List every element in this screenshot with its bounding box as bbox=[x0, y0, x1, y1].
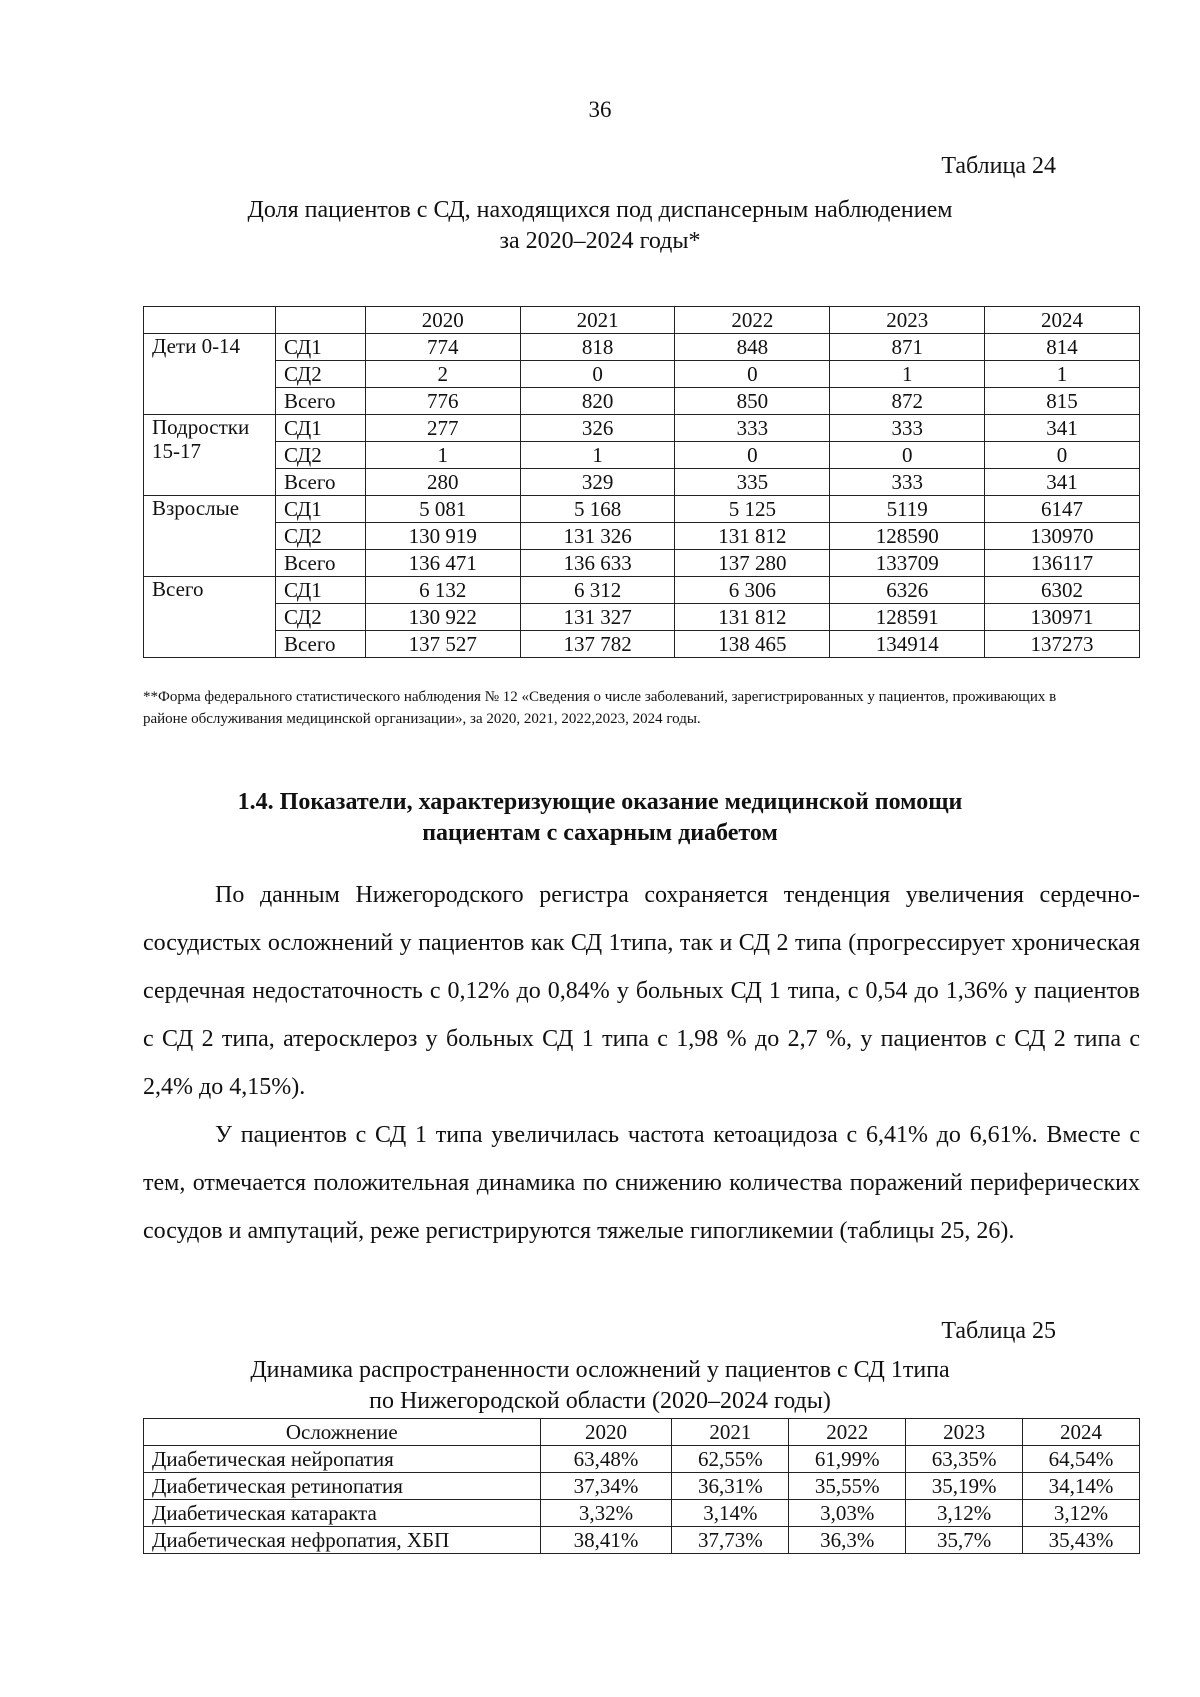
paragraph-1: По данным Нижегородского регистра сохраняется тенденция увеличения сердечно-сосудистых осложнений у пациентов как СД 1типа, так и СД 2 типа (прогрессирует хроническая сердечная недостаточность с 0,12% до 0,84% у больных СД 1 типа, с 0,54 до 1,36% у пациентов с СД 2 типа, атеросклероз у больных СД 1 типа с 1,98 % до 2,7 %, у пациентов с СД 2 типа с 2,4% до 4,15%). bbox=[143, 882, 1140, 1100]
table-24-value-cell: 0 bbox=[675, 361, 830, 388]
table-24-value-cell: 6 306 bbox=[675, 577, 830, 604]
table-24-header-empty-1 bbox=[144, 307, 276, 334]
table-24-row bbox=[144, 550, 1140, 577]
table-24-type-cell: СД2 bbox=[275, 523, 365, 550]
table-25-caption: Таблица 25 bbox=[941, 1318, 1056, 1344]
table-25-value-cell: 63,48% bbox=[540, 1446, 672, 1473]
table-24-value-cell: 0 bbox=[520, 361, 675, 388]
table-25-value-cell: 63,35% bbox=[906, 1446, 1023, 1473]
table-24-value-cell: 820 bbox=[520, 388, 675, 415]
table-24-value-cell: 774 bbox=[365, 334, 520, 361]
table-24-value-cell: 130 919 bbox=[365, 523, 520, 550]
table-24-value-cell: 1 bbox=[830, 361, 985, 388]
table-24-value-cell: 818 bbox=[520, 334, 675, 361]
table-25-value-cell: 3,14% bbox=[672, 1500, 789, 1527]
table-24-value-cell: 131 812 bbox=[675, 523, 830, 550]
table-24-row bbox=[144, 523, 1140, 550]
table-24-value-cell: 6 312 bbox=[520, 577, 675, 604]
table-24-title-line2: за 2020–2024 годы* bbox=[499, 228, 701, 254]
table-24-title bbox=[0, 195, 1200, 257]
table-24-value-cell: 6326 bbox=[830, 577, 985, 604]
table-25-value-cell: 36,31% bbox=[672, 1473, 789, 1500]
table-24-value-cell: 871 bbox=[830, 334, 985, 361]
table-24-value-cell: 138 465 bbox=[675, 631, 830, 658]
table-25-value-cell: 34,14% bbox=[1023, 1473, 1140, 1500]
table-24-type-cell: СД2 bbox=[275, 604, 365, 631]
table-24-value-cell: 137 280 bbox=[675, 550, 830, 577]
table-24-group-label: Подростки 15-17 bbox=[144, 415, 276, 496]
table-24-footnote: **Форма федерального статистического наблюдения № 12 «Сведения о числе заболеваний, зарегистрированных у пациентов, проживающих в районе обслуживания медицинской организации», за 2020, 2021, 2022,2023, 2024 годы. bbox=[143, 689, 1057, 727]
table-25-title bbox=[0, 1355, 1200, 1417]
table-24-type-cell: Всего bbox=[275, 631, 365, 658]
table-24-value-cell: 5119 bbox=[830, 496, 985, 523]
table-24-header-year: 2023 bbox=[830, 307, 985, 334]
table-24-value-cell: 0 bbox=[675, 442, 830, 469]
table-25-title-line1: Динамика распространенности осложнений у пациентов с СД 1типа bbox=[250, 1357, 950, 1383]
table-24-value-cell: 848 bbox=[675, 334, 830, 361]
table-24-header-year: 2022 bbox=[675, 307, 830, 334]
table-25-value-cell: 35,43% bbox=[1023, 1527, 1140, 1554]
table-24-header-year: 2020 bbox=[365, 307, 520, 334]
table-24-type-cell: СД1 bbox=[275, 415, 365, 442]
table-24-group-label: Всего bbox=[144, 577, 276, 658]
table-24 bbox=[143, 306, 1140, 658]
table-24-value-cell: 6 132 bbox=[365, 577, 520, 604]
table-25-header-cell: 2022 bbox=[789, 1419, 906, 1446]
table-25-header-cell: 2023 bbox=[906, 1419, 1023, 1446]
table-24-value-cell: 6147 bbox=[985, 496, 1140, 523]
table-25-header-row bbox=[144, 1419, 1140, 1446]
table-25-complication-name: Диабетическая нейропатия bbox=[144, 1446, 541, 1473]
table-24-value-cell: 128590 bbox=[830, 523, 985, 550]
table-24-row bbox=[144, 496, 1140, 523]
table-24-row bbox=[144, 388, 1140, 415]
paragraph-2: У пациентов с СД 1 типа увеличилась частота кетоацидоза с 6,41% до 6,61%. Вместе с тем, отмечается положительная динамика по снижению количества поражений периферических сосудов и ампутаций, реже регистрируются тяжелые гипогликемии (таблицы 25, 26). bbox=[143, 1122, 1140, 1244]
table-25-value-cell: 3,32% bbox=[540, 1500, 672, 1527]
table-24-value-cell: 776 bbox=[365, 388, 520, 415]
table-24-type-cell: СД1 bbox=[275, 334, 365, 361]
table-24-value-cell: 134914 bbox=[830, 631, 985, 658]
table-25-complication-name: Диабетическая катаракта bbox=[144, 1500, 541, 1527]
table-25-row bbox=[144, 1527, 1140, 1554]
table-24-value-cell: 333 bbox=[675, 415, 830, 442]
table-24-value-cell: 137 782 bbox=[520, 631, 675, 658]
table-24-value-cell: 341 bbox=[985, 415, 1140, 442]
table-24-value-cell: 335 bbox=[675, 469, 830, 496]
table-24-value-cell: 130970 bbox=[985, 523, 1140, 550]
table-24-row bbox=[144, 469, 1140, 496]
table-24-type-cell: Всего bbox=[275, 388, 365, 415]
table-24-header-year: 2021 bbox=[520, 307, 675, 334]
table-24-value-cell: 137 527 bbox=[365, 631, 520, 658]
table-24-value-cell: 6302 bbox=[985, 577, 1140, 604]
table-24-type-cell: Всего bbox=[275, 550, 365, 577]
table-24-value-cell: 133709 bbox=[830, 550, 985, 577]
table-24-value-cell: 333 bbox=[830, 469, 985, 496]
table-24-value-cell: 130971 bbox=[985, 604, 1140, 631]
table-25-value-cell: 3,12% bbox=[1023, 1500, 1140, 1527]
table-24-value-cell: 128591 bbox=[830, 604, 985, 631]
table-24-row bbox=[144, 577, 1140, 604]
table-25-row bbox=[144, 1473, 1140, 1500]
table-24-type-cell: СД2 bbox=[275, 361, 365, 388]
table-24-value-cell: 1 bbox=[985, 361, 1140, 388]
table-24-group-label: Взрослые bbox=[144, 496, 276, 577]
table-24-row bbox=[144, 604, 1140, 631]
table-24-value-cell: 815 bbox=[985, 388, 1140, 415]
page-number: 36 bbox=[588, 97, 612, 122]
table-25-header-cell: 2020 bbox=[540, 1419, 672, 1446]
table-24-value-cell: 131 327 bbox=[520, 604, 675, 631]
table-24-value-cell: 0 bbox=[985, 442, 1140, 469]
section-heading-line1: 1.4. Показатели, характеризующие оказание медицинской помощи bbox=[237, 789, 963, 815]
table-24-value-cell: 850 bbox=[675, 388, 830, 415]
table-24-value-cell: 280 bbox=[365, 469, 520, 496]
table-24-value-cell: 130 922 bbox=[365, 604, 520, 631]
table-24-header-empty-2 bbox=[275, 307, 365, 334]
table-24-value-cell: 5 168 bbox=[520, 496, 675, 523]
table-24-value-cell: 329 bbox=[520, 469, 675, 496]
table-24-caption: Таблица 24 bbox=[941, 153, 1056, 179]
table-24-row bbox=[144, 361, 1140, 388]
table-24-value-cell: 872 bbox=[830, 388, 985, 415]
table-25-title-line2: по Нижегородской области (2020–2024 годы) bbox=[369, 1388, 831, 1414]
table-24-value-cell: 326 bbox=[520, 415, 675, 442]
table-25-value-cell: 37,34% bbox=[540, 1473, 672, 1500]
table-24-header-year: 2024 bbox=[985, 307, 1140, 334]
table-25-value-cell: 61,99% bbox=[789, 1446, 906, 1473]
table-24-type-cell: Всего bbox=[275, 469, 365, 496]
table-24-type-cell: СД1 bbox=[275, 496, 365, 523]
table-25-value-cell: 62,55% bbox=[672, 1446, 789, 1473]
table-25-value-cell: 36,3% bbox=[789, 1527, 906, 1554]
table-24-value-cell: 341 bbox=[985, 469, 1140, 496]
table-25-value-cell: 3,12% bbox=[906, 1500, 1023, 1527]
table-25-value-cell: 3,03% bbox=[789, 1500, 906, 1527]
table-25-header-cell: 2021 bbox=[672, 1419, 789, 1446]
table-24-value-cell: 136 471 bbox=[365, 550, 520, 577]
table-24-title-line1: Доля пациентов с СД, находящихся под диспансерным наблюдением bbox=[247, 197, 953, 223]
table-24-value-cell: 0 bbox=[830, 442, 985, 469]
table-24-value-cell: 131 326 bbox=[520, 523, 675, 550]
table-25-value-cell: 38,41% bbox=[540, 1527, 672, 1554]
table-25-value-cell: 35,7% bbox=[906, 1527, 1023, 1554]
table-24-type-cell: СД2 bbox=[275, 442, 365, 469]
table-25-complication-name: Диабетическая нефропатия, ХБП bbox=[144, 1527, 541, 1554]
section-heading-line2: пациентам с сахарным диабетом bbox=[422, 820, 778, 846]
table-25-value-cell: 35,19% bbox=[906, 1473, 1023, 1500]
table-24-value-cell: 136117 bbox=[985, 550, 1140, 577]
table-24-value-cell: 131 812 bbox=[675, 604, 830, 631]
table-24-row bbox=[144, 631, 1140, 658]
table-24-value-cell: 137273 bbox=[985, 631, 1140, 658]
table-24-header-row bbox=[144, 307, 1140, 334]
table-25-row bbox=[144, 1500, 1140, 1527]
table-24-group-label: Дети 0-14 bbox=[144, 334, 276, 415]
table-25-value-cell: 64,54% bbox=[1023, 1446, 1140, 1473]
table-25-row bbox=[144, 1446, 1140, 1473]
table-24-value-cell: 1 bbox=[520, 442, 675, 469]
table-25 bbox=[143, 1418, 1140, 1554]
table-24-value-cell: 333 bbox=[830, 415, 985, 442]
table-24-value-cell: 277 bbox=[365, 415, 520, 442]
table-24-value-cell: 1 bbox=[365, 442, 520, 469]
table-24-row bbox=[144, 334, 1140, 361]
table-25-value-cell: 35,55% bbox=[789, 1473, 906, 1500]
section-heading bbox=[0, 787, 1200, 849]
table-24-value-cell: 2 bbox=[365, 361, 520, 388]
table-25-header-cell: 2024 bbox=[1023, 1419, 1140, 1446]
table-25-header-cell: Осложнение bbox=[144, 1419, 541, 1446]
table-24-row bbox=[144, 442, 1140, 469]
table-24-value-cell: 136 633 bbox=[520, 550, 675, 577]
table-24-value-cell: 5 125 bbox=[675, 496, 830, 523]
table-25-value-cell: 37,73% bbox=[672, 1527, 789, 1554]
table-24-value-cell: 814 bbox=[985, 334, 1140, 361]
table-25-complication-name: Диабетическая ретинопатия bbox=[144, 1473, 541, 1500]
table-24-type-cell: СД1 bbox=[275, 577, 365, 604]
table-24-value-cell: 5 081 bbox=[365, 496, 520, 523]
table-24-row bbox=[144, 415, 1140, 442]
